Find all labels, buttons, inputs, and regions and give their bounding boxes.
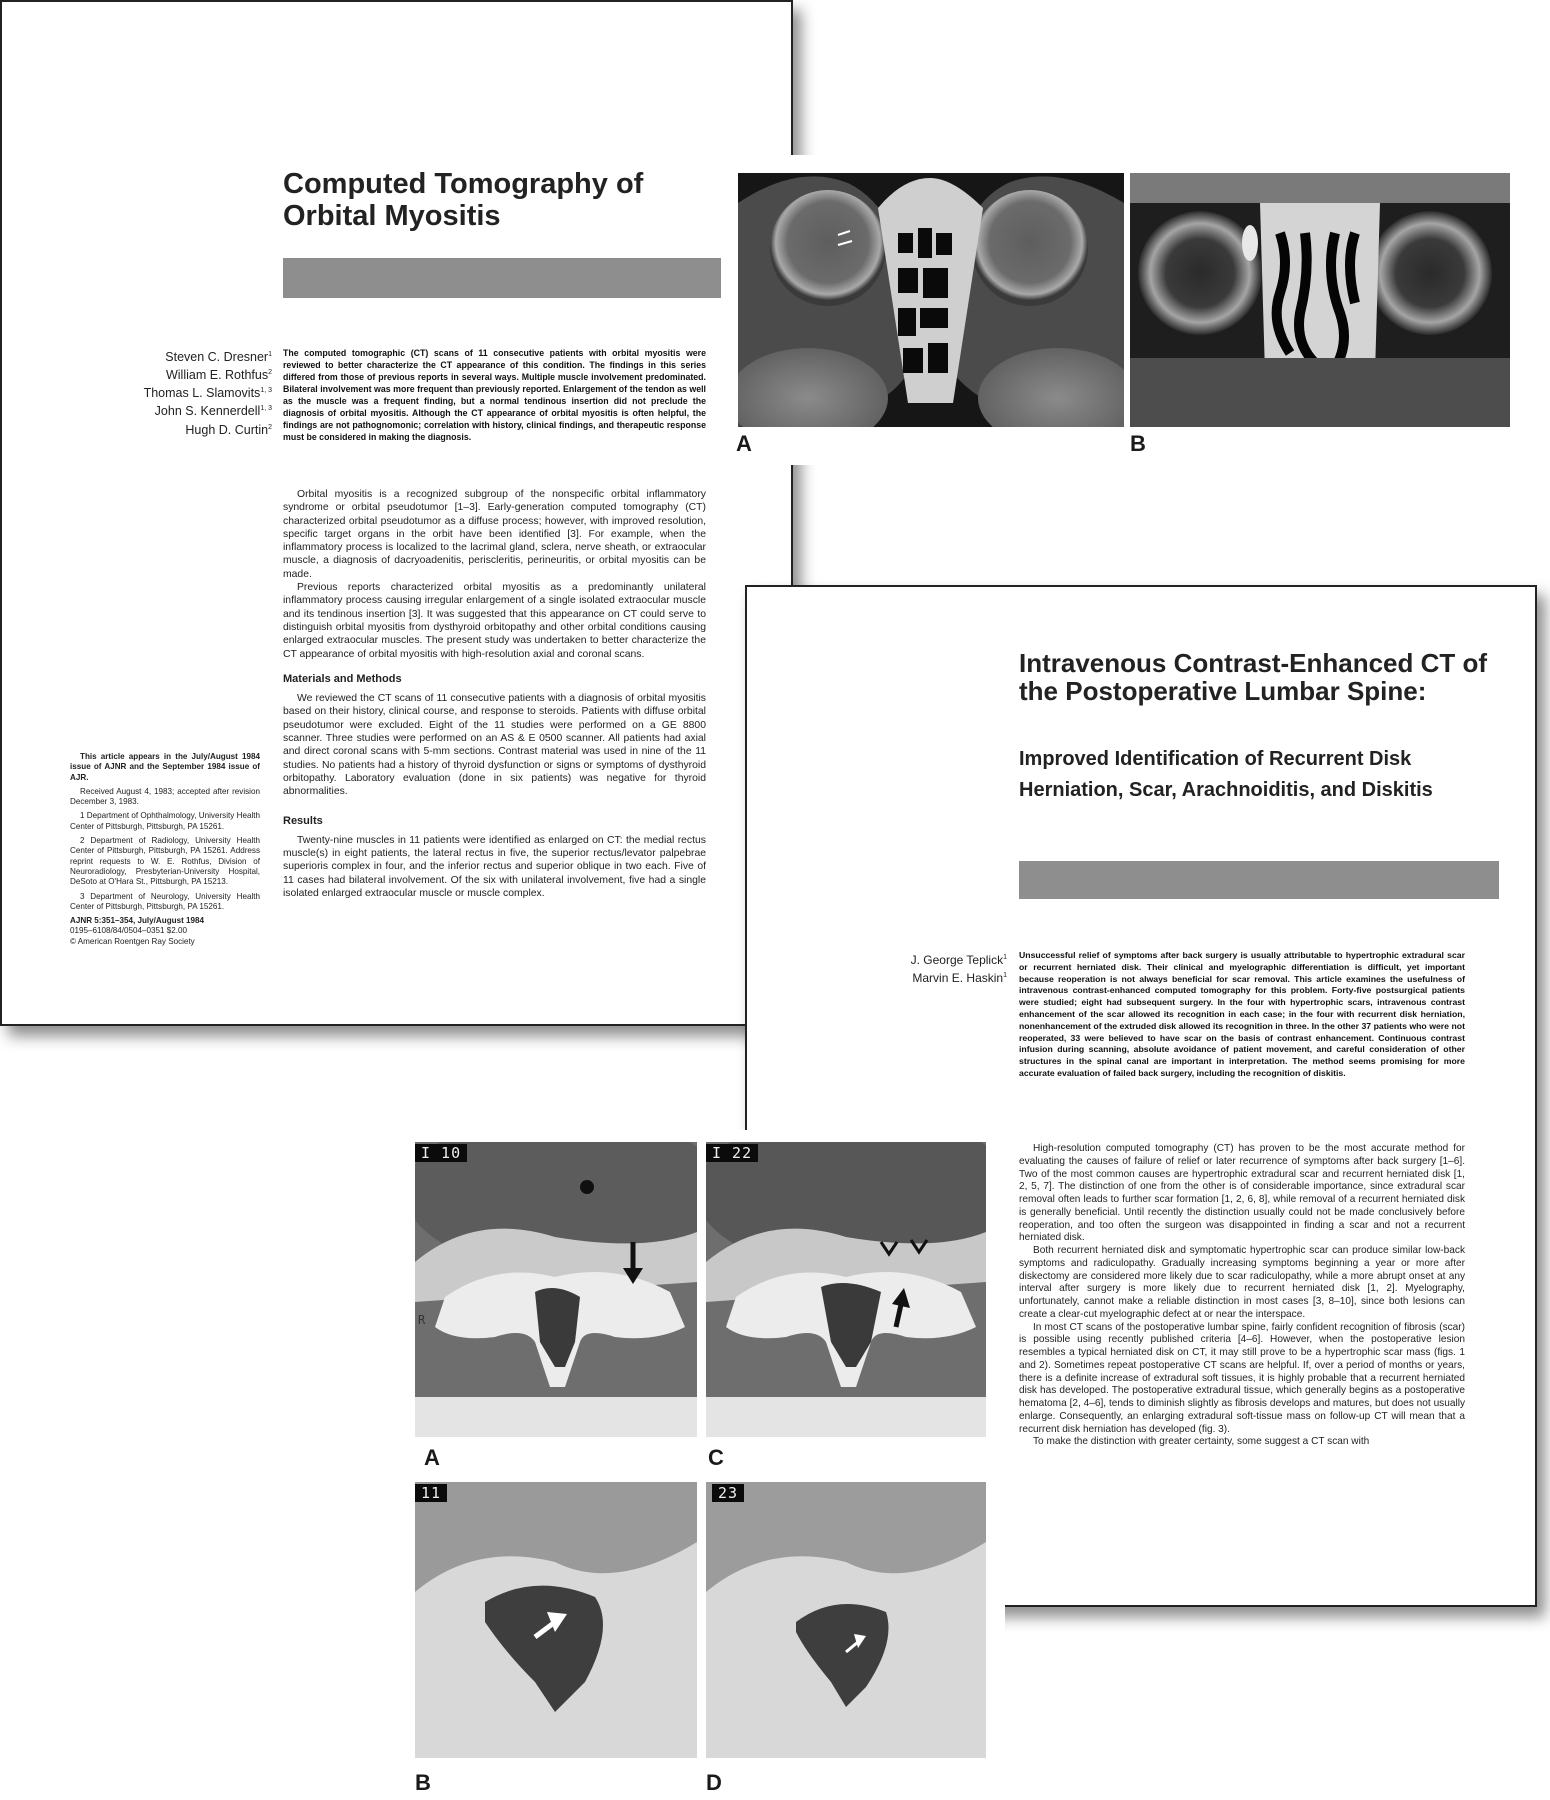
lumbar-ct-panel-a (415, 1142, 697, 1437)
figure1 (736, 155, 1514, 465)
orbital-ct-axial-image (738, 173, 1124, 427)
paragraph: Orbital myositis is a recognized subgroup of the nonspecific orbital inflammatory syndrome or orbital pseudotumor [1–3]. Early-generation computed tomography (CT) characterized orbital pseudotumor as a diffuse process; however, with improved resolution, specific target organs in the orbit have been identified [3]. For example, when the inflammatory process is localized to the lacrimal gland, sclera, nerve sheath, or extraocular muscle, a diagnosis of dacryoadenitis, periscleritis, perineuritis, or orbital myositis can be made. (283, 489, 706, 580)
article2-title: Intravenous Contrast-Enhanced CT of the Postoperative Lumbar Spine: (1019, 648, 1488, 706)
lumbar-ct-panel-b (415, 1482, 697, 1758)
author-line: William E. Rothfus$^2$ (165, 368, 272, 383)
author-line: John S. Kennerdell$^{1, 3}$ (154, 404, 272, 419)
figure1-label-a: A (736, 431, 752, 456)
ct-image-label: 23 (712, 1484, 744, 1502)
article1-footnotes (70, 752, 260, 947)
article1-authors (62, 347, 272, 438)
article1-page (0, 0, 793, 1026)
author-line: Marvin E. Haskin$^1$ (912, 971, 1007, 985)
figure2 (415, 1130, 1005, 1800)
paragraph: To make the distinction with greater certainty, some suggest a CT scan with (1033, 1436, 1370, 1448)
figure1-label-b: B (1130, 431, 1146, 456)
figure2-label-b: B (415, 1770, 431, 1795)
article1-title-bar (283, 258, 721, 298)
author-line: Thomas L. Slamovits$^{1, 3}$ (143, 386, 272, 401)
article2-body (1019, 1143, 1465, 1449)
footnote: This article appears in the July/August 1984 issue of AJNR and the September 1984 issue of AJR. (70, 752, 260, 782)
author-line: Hugh D. Curtin$^2$ (185, 422, 272, 437)
footnote: 2 Department of Radiology, University Health Center of Pittsburgh, Pittsburgh, PA 15261. Address reprint requests to W. E. Rothfus, Division of Neuroradiology, Presbyterian-University Hospital, DeSoto at O'Hara St., Pittsburgh, PA 15213. (70, 836, 260, 887)
article2-abstract: Unsuccessful relief of symptoms after back surgery is usually attributable to hypertrophic extradural scar or recurrent herniated disk. Their clinical and myelographic differentiation is difficult, yet important because reoperation is not always beneficial for scar removal. This article examines the usefulness of intravenous contrast-enhanced computed tomography for this problem. Forty-five postsurgical patients were studied; eight had subsequent surgery. In the four with hypertrophic scars, intravenous contrast enhancement of the scar allowed its recognition in each case; in the four with recurrent disk herniation, nonenhancement of the extruded disk allowed its recognition in three. In the other 37 patients who were not reoperated, 33 were believed to have scar on the basis of contrast enhancement. Continuous contrast infusion during scanning, absolute avoidance of patient movement, and careful consideration of other structures in the spinal canal are important in interpretation. The method seems promising for more accurate evaluation of failed back surgery, including the recognition of diskitis. (1019, 950, 1465, 1078)
paragraph: High-resolution computed tomography (CT) has proven to be the most accurate method for evaluating the causes of failure of relief or later recurrence of symptoms after back surgery [1–6]. Two of the most common causes are hypertrophic extradural scar and recurrent herniated disk [1, 2, 5, 7]. The distinction of one from the other is of considerable importance, since extradural scar removal often leads to further scar formation [1, 2, 6, 8], while removal of a recurrent herniated disk is generally beneficial. Until recently the distinction usually could not be made conclusively before reoperation, and too often the surgeon was disappointed in finding a scar and not a recurrent herniated disk. (1019, 1143, 1465, 1244)
ct-side-marker: R (418, 1313, 426, 1327)
paragraph: We reviewed the CT scans of 11 consecutive patients with a diagnosis of orbital myositis based on their history, clinical course, and response to steroids. Patients with diffuse orbital pseudotumor were excluded. Eight of the 11 studies were performed on a GE 8800 scanner. Three studies were performed on an AS & E 0500 scanner. All patients had axial and direct coronal scans with 5-mm sections. Contrast material was used in nine of the 11 studies. No patients had a history of thyroid dysfunction or signs or symptoms of dysthyroid orbitopathy. Laboratory evaluation (done in six patients) was negative for thyroid abnormalities. (283, 693, 706, 798)
article2-subtitle: Improved Identification of Recurrent Disk Herniation, Scar, Arachnoiditis, and Diskitis (1019, 748, 1433, 801)
article2-title-bar (1019, 861, 1499, 899)
citation: AJNR 5:351–354, July/August 1984 0195–6108/84/0504–0351 $2.00 © American Roentgen Ray Society (70, 916, 205, 946)
paragraph: Twenty-nine muscles in 11 patients were identified as enlarged on CT: the medial rectus muscle(s) in eight patients, the lateral rectus in five, the superior rectus/levator palpebrae superioris complex in four, and the inferior rectus and superior oblique in two each. Five of 11 cases had bilateral involvement. Of the six with unilateral involvement, five had a single isolated enlarged extraocular muscle or muscle complex. (283, 834, 706, 900)
paragraph: Previous reports characterized orbital myositis as a predominantly unilateral inflammatory process causing irregular enlargement of a single isolated extraocular muscle and its tendinous insertion [3]. It was suggested that this appearance on CT could serve to distinguish orbital myositis from dysthyroid orbitopathy and other orbital conditions causing enlarged extraocular muscles. The present study was undertaken to better characterize the CT appearance of orbital myositis with high-resolution axial and coronal scans. (283, 582, 706, 660)
orbital-ct-coronal-image (1130, 173, 1510, 427)
article1-title: Computed Tomography of Orbital Myositis (283, 168, 644, 232)
paragraph: In most CT scans of the postoperative lumbar spine, fairly confident recognition of fibrosis (scar) is possible using recently published criteria [4–6]. However, when the postoperative lesion resembles a typical herniated disk on CT, it may still prove to be a hypertrophic scar mass (figs. 1 and 2). Sometimes repeat postoperative CT scans are helpful. If, over a period of months or years, there is a definite increase of extradural soft tissues, it is highly probable that a recurrent herniated disk has developed. The postoperative extradural tissue, which generally begins as a postoperative hematoma [2, 4–6], tends to diminish slightly as fibrosis develops and matures, but does not usually enlarge. Consequently, an enlarging extradural soft-tissue mass on follow-up CT will mean that a recurrent disk herniation has developed (fig. 3). (1019, 1321, 1465, 1435)
paragraph: Both recurrent herniated disk and symptomatic hypertrophic scar can produce similar low-back symptoms and radiculopathy. Gradually increasing symptoms beginning a year or more after diskectomy are considered more likely due to scar radiculopathy, while a more abrupt onset at any interval after surgery is more likely due to recurrent herniated disk [1, 2]. Myelography, unfortunately, cannot make a reliable distinction in most cases [3, 8–10], since both lesions can create a clear-cut myelographic defect at or near the interspace. (1019, 1245, 1465, 1320)
section-heading: Results (283, 814, 323, 827)
figure2-label-d: D (706, 1770, 722, 1795)
author-line: Steven C. Dresner$^1$ (165, 350, 272, 365)
article2-authors (807, 950, 1007, 986)
article1-abstract: The computed tomographic (CT) scans of 11 consecutive patients with orbital myositis were reviewed to better characterize the CT appearance of this condition. The findings in this series differed from those of previous reports in several ways. Multiple muscle involvement predominated. Bilateral involvement was more frequent than previously reported. Enlargement of the tendon as well as the muscle was a frequent finding, but a normal tendinous insertion did not preclude the diagnosis of orbital myositis. Although the CT appearance of orbital myositis is often helpful, the findings are not pathognomonic; correlation with history, clinical findings, and therapeutic response must be considered in making the diagnosis. (283, 348, 706, 442)
article1-body (283, 488, 706, 900)
ct-image-label: 11 (415, 1484, 447, 1502)
footnote: Received August 4, 1983; accepted after revision December 3, 1983. (70, 786, 260, 807)
figure2-label-c: C (708, 1445, 724, 1470)
section-heading: Materials and Methods (283, 672, 402, 685)
lumbar-ct-panel-d (706, 1482, 986, 1758)
footnote: 3 Department of Neurology, University Health Center of Pittsburgh, Pittsburgh, PA 15261. (70, 891, 260, 911)
ct-image-label: I 10 (415, 1144, 467, 1162)
lumbar-ct-panel-c (706, 1142, 986, 1437)
figure2-label-a: A (424, 1445, 440, 1470)
ct-image-label: I 22 (706, 1144, 758, 1162)
author-line: J. George Teplick$^1$ (910, 953, 1007, 967)
footnote: 1 Department of Ophthalmology, University Health Center of Pittsburgh, Pittsburgh, PA 15261. (70, 811, 260, 831)
